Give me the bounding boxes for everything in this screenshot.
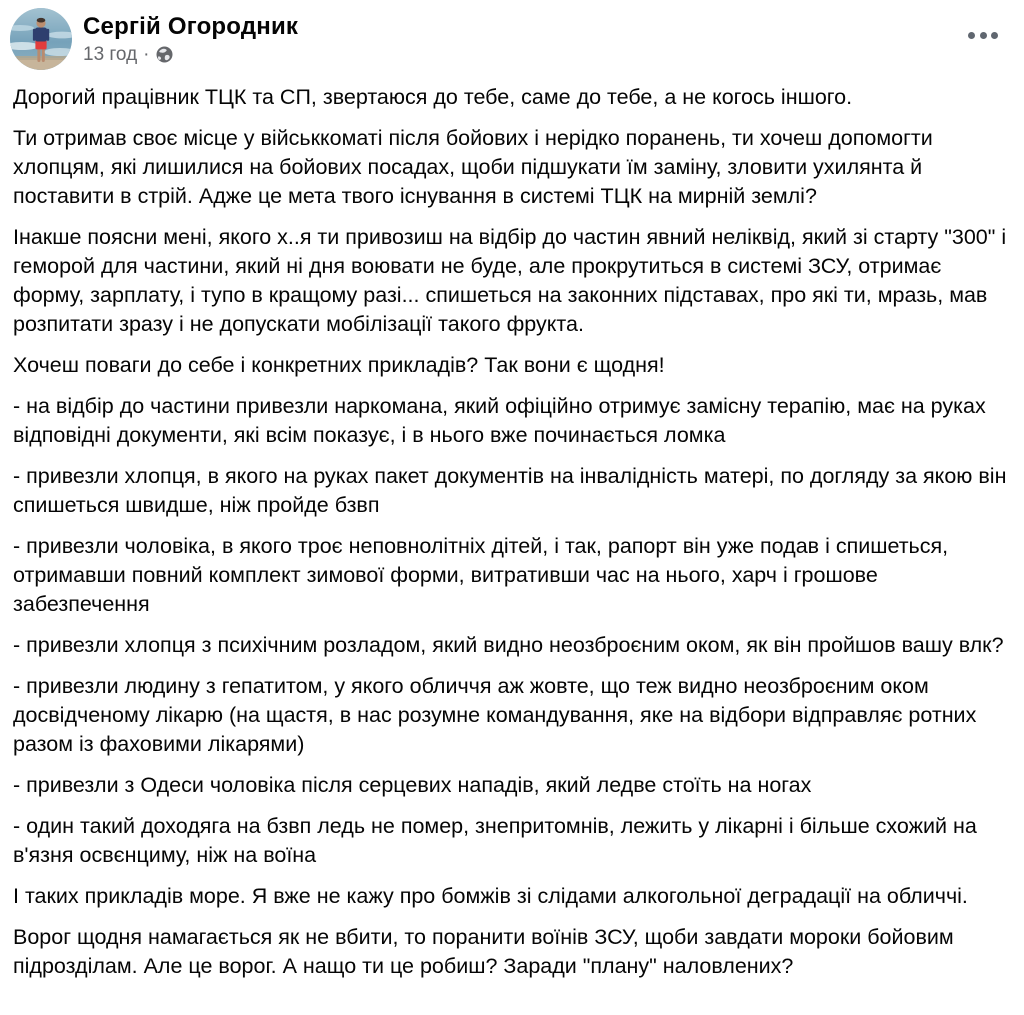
post-meta xyxy=(83,44,298,66)
post-paragraph: Хочеш поваги до себе і конкретних прикладів? Так вони є щодня! xyxy=(13,353,665,377)
more-dot xyxy=(991,32,998,39)
more-dot xyxy=(980,32,987,39)
post-paragraph: Інакше поясни мені, якого х..я ти привозиш на відбір до частин явний неліквід, який зі старту "300" і геморой для частини, який ні дня воювати не буде, але прокрутиться в системі ЗСУ, отримає форму, зарплату, і тупо в кращому разі... спишеться на законних підставах, про які ти, мразь, мав розпитати зразу і не допускати мобілізації такого фрукта. xyxy=(13,225,1007,336)
post-paragraph: - привезли чоловіка, в якого троє неповнолітніх дітей, і так, рапорт він уже подав і спишеться, отримавши повний комплект зимової форми, витративши час на нього, харч і грошове забезпечення xyxy=(13,534,949,616)
more-dot xyxy=(968,32,975,39)
avatar[interactable] xyxy=(10,8,72,70)
more-options-icon[interactable] xyxy=(964,28,1002,43)
post-paragraph: - привезли хлопця з психічним розладом, який видно неозброєним оком, як він пройшов вашу влк? xyxy=(13,633,1004,657)
post-paragraph: - на відбір до частини привезли наркомана, який офіційно отримує замісну терапію, має на руках відповідні документи, які всім показує, і в нього вже починається ломка xyxy=(13,394,986,447)
post-paragraph: Ворог щодня намагається як не вбити, то поранити воїнів ЗСУ, щоби завдати мороки бойовим підрозділам. Але це ворог. А нащо ти це робиш? Заради "плану" наловлених? xyxy=(13,925,954,978)
post-paragraph: - привезли хлопця, в якого на руках пакет документів на інвалідність матері, по догляду за якою він спишеться швидше, ніж пройде бзвп xyxy=(13,464,1007,517)
author-name[interactable]: Сергій Огородник xyxy=(83,13,299,40)
post-paragraph: - привезли з Одеси чоловіка після серцевих нападів, який ледве стоїть на ногах xyxy=(13,773,812,797)
meta-separator: · xyxy=(143,43,150,65)
post-paragraph: І таких прикладів море. Я вже не кажу про бомжів зі слідами алкогольної деградації на обличчі. xyxy=(13,884,968,908)
avatar-beach-photo xyxy=(10,8,72,70)
header-info xyxy=(83,8,298,66)
post-paragraph: Ти отримав своє місце у військкоматі після бойових і нерідко поранень, ти хочеш допомогти хлопцям, які лишилися на бойових посадах, щоби підшукати їм заміну, зловити ухилянта й поставити в стрій. Адже це мета твого існування в системі ТЦК на мирній землі? xyxy=(13,126,933,208)
timestamp[interactable]: 13 год xyxy=(83,43,138,65)
post-paragraph: Дорогий працівник ТЦК та СП, звертаюся до тебе, саме до тебе, а не когось іншого. xyxy=(13,85,853,109)
post-paragraph: - один такий доходяга на бзвп ледь не помер, знепритомнів, лежить у лікарні і більше схожий на в'язня освєнциму, ніж на воїна xyxy=(13,814,977,867)
globe-icon xyxy=(156,46,173,63)
post-paragraph: - привезли людину з гепатитом, у якого обличчя аж жовте, що теж видно неозброєним оком досвідченому лікарю (на щастя, в нас розумне командування, яке на відбори відправляє ротних разом із фаховими лікарями) xyxy=(13,674,977,756)
post-body xyxy=(0,72,1024,997)
post-header xyxy=(0,0,1024,72)
